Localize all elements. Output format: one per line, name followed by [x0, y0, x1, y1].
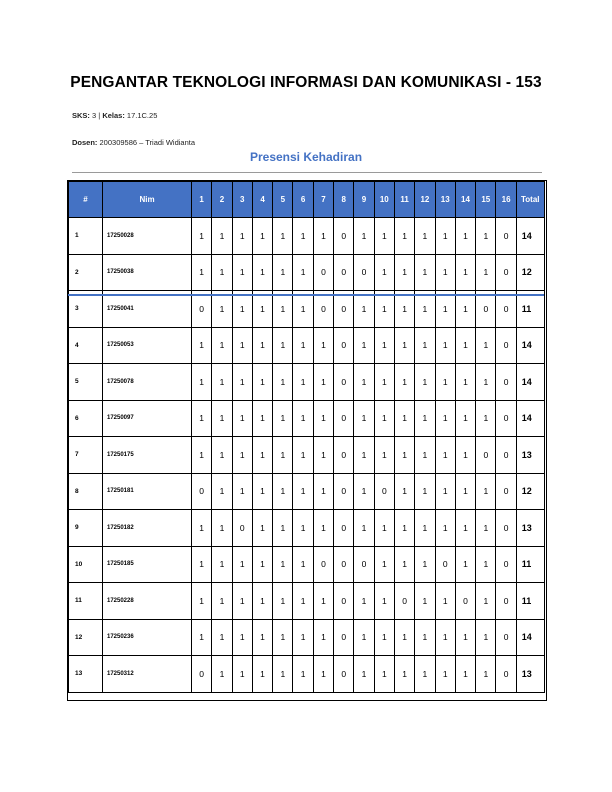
attendance-mark: 1: [293, 546, 313, 583]
row-number: 8: [69, 473, 103, 510]
attendance-mark: 1: [293, 473, 313, 510]
attendance-mark: 1: [252, 510, 272, 547]
attendance-mark: 0: [192, 473, 212, 510]
attendance-total: 14: [516, 327, 544, 364]
attendance-mark: 0: [496, 656, 516, 693]
attendance-mark: 0: [313, 546, 333, 583]
student-nim: 17250028: [103, 218, 192, 255]
attendance-mark: 0: [334, 583, 354, 620]
attendance-mark: 1: [455, 437, 475, 474]
attendance-mark: 0: [334, 400, 354, 437]
student-nim: 17250097: [103, 400, 192, 437]
column-header: 7: [313, 182, 333, 218]
lecturer-meta: [72, 138, 195, 147]
attendance-mark: 1: [415, 619, 435, 656]
attendance-mark: 1: [394, 218, 414, 255]
student-nim: 17250053: [103, 327, 192, 364]
attendance-mark: 1: [293, 218, 313, 255]
attendance-mark: 1: [252, 327, 272, 364]
attendance-mark: 1: [293, 619, 313, 656]
attendance-mark: 1: [394, 473, 414, 510]
attendance-mark: 1: [435, 291, 455, 328]
attendance-mark: 1: [354, 619, 374, 656]
attendance-total: 13: [516, 510, 544, 547]
attendance-mark: 1: [435, 218, 455, 255]
attendance-mark: 1: [374, 364, 394, 401]
page-break-rule: [68, 294, 544, 296]
attendance-mark: 1: [455, 254, 475, 291]
attendance-mark: 1: [293, 437, 313, 474]
column-header: 13: [435, 182, 455, 218]
column-header: 8: [334, 182, 354, 218]
attendance-total: 11: [516, 583, 544, 620]
attendance-total: 14: [516, 619, 544, 656]
attendance-mark: 1: [394, 364, 414, 401]
attendance-mark: 1: [212, 437, 232, 474]
attendance-mark: 1: [455, 364, 475, 401]
attendance-mark: 1: [374, 400, 394, 437]
attendance-mark: 1: [232, 254, 252, 291]
attendance-total: 12: [516, 473, 544, 510]
attendance-mark: 1: [273, 656, 293, 693]
attendance-mark: 1: [192, 619, 212, 656]
attendance-mark: 1: [374, 656, 394, 693]
attendance-mark: 1: [252, 473, 272, 510]
attendance-mark: 0: [334, 437, 354, 474]
attendance-mark: 1: [374, 291, 394, 328]
student-nim: 17250236: [103, 619, 192, 656]
attendance-mark: 1: [232, 473, 252, 510]
column-header: 2: [212, 182, 232, 218]
column-header: 5: [273, 182, 293, 218]
attendance-mark: 1: [374, 218, 394, 255]
attendance-mark: 1: [212, 619, 232, 656]
column-header: 14: [455, 182, 475, 218]
attendance-mark: 1: [476, 254, 496, 291]
attendance-mark: 1: [232, 546, 252, 583]
attendance-mark: 1: [273, 218, 293, 255]
row-number: 6: [69, 400, 103, 437]
attendance-mark: 1: [455, 291, 475, 328]
attendance-mark: 1: [415, 400, 435, 437]
attendance-mark: 1: [293, 291, 313, 328]
attendance-mark: 1: [374, 437, 394, 474]
table-row: [69, 400, 545, 437]
attendance-mark: 1: [435, 437, 455, 474]
column-header: 4: [252, 182, 272, 218]
row-number: 11: [69, 583, 103, 620]
table-row: [69, 510, 545, 547]
table-row: [69, 619, 545, 656]
attendance-mark: 1: [252, 254, 272, 291]
attendance-mark: 0: [394, 583, 414, 620]
attendance-mark: 1: [212, 656, 232, 693]
attendance-mark: 1: [293, 510, 313, 547]
attendance-mark: 0: [334, 656, 354, 693]
attendance-mark: 1: [415, 473, 435, 510]
attendance-mark: 0: [496, 364, 516, 401]
attendance-mark: 1: [313, 473, 333, 510]
column-header: 10: [374, 182, 394, 218]
attendance-mark: 1: [476, 327, 496, 364]
attendance-total: 14: [516, 400, 544, 437]
attendance-mark: 1: [435, 400, 455, 437]
divider: [72, 172, 542, 173]
attendance-mark: 0: [334, 510, 354, 547]
attendance-mark: 0: [334, 254, 354, 291]
attendance-mark: 0: [435, 546, 455, 583]
attendance-mark: 1: [435, 583, 455, 620]
attendance-mark: 1: [374, 546, 394, 583]
attendance-mark: 1: [252, 218, 272, 255]
attendance-mark: 0: [455, 583, 475, 620]
course-meta: [72, 111, 157, 120]
attendance-mark: 1: [415, 656, 435, 693]
table-row: [69, 218, 545, 255]
attendance-mark: 1: [394, 546, 414, 583]
attendance-mark: 1: [212, 473, 232, 510]
attendance-mark: 1: [313, 510, 333, 547]
attendance-mark: 1: [192, 546, 212, 583]
attendance-mark: 1: [273, 510, 293, 547]
document-title: PENGANTAR TEKNOLOGI INFORMASI DAN KOMUNIKASI - 153: [70, 74, 542, 91]
student-nim: 17250185: [103, 546, 192, 583]
attendance-mark: 1: [354, 510, 374, 547]
attendance-mark: 1: [232, 291, 252, 328]
attendance-mark: 1: [435, 510, 455, 547]
attendance-mark: 1: [415, 327, 435, 364]
attendance-mark: 1: [313, 583, 333, 620]
attendance-mark: 0: [192, 656, 212, 693]
attendance-mark: 1: [455, 400, 475, 437]
attendance-mark: 1: [293, 400, 313, 437]
attendance-mark: 1: [374, 619, 394, 656]
attendance-mark: 1: [313, 400, 333, 437]
attendance-mark: 1: [455, 510, 475, 547]
attendance-mark: 1: [212, 546, 232, 583]
row-number: 12: [69, 619, 103, 656]
attendance-mark: 1: [212, 400, 232, 437]
attendance-mark: 0: [334, 218, 354, 255]
attendance-total: 14: [516, 218, 544, 255]
attendance-mark: 1: [415, 364, 435, 401]
attendance-mark: 0: [496, 327, 516, 364]
attendance-mark: 1: [232, 656, 252, 693]
row-number: 13: [69, 656, 103, 693]
attendance-mark: 1: [212, 327, 232, 364]
column-header: 16: [496, 182, 516, 218]
attendance-mark: 1: [394, 254, 414, 291]
attendance-mark: 1: [354, 656, 374, 693]
attendance-mark: 0: [496, 218, 516, 255]
attendance-mark: 1: [212, 510, 232, 547]
table-header-row: [69, 182, 545, 218]
dosen-label: Dosen:: [72, 138, 98, 147]
attendance-mark: 1: [212, 218, 232, 255]
attendance-mark: 1: [313, 327, 333, 364]
table-row: [69, 656, 545, 693]
attendance-mark: 1: [354, 291, 374, 328]
attendance-mark: 0: [496, 619, 516, 656]
attendance-mark: 1: [354, 218, 374, 255]
attendance-mark: 1: [232, 364, 252, 401]
attendance-mark: 1: [293, 583, 313, 620]
attendance-mark: 1: [455, 619, 475, 656]
attendance-mark: 1: [476, 400, 496, 437]
attendance-mark: 1: [232, 218, 252, 255]
table-row: [69, 437, 545, 474]
attendance-mark: 1: [435, 619, 455, 656]
attendance-mark: 0: [334, 546, 354, 583]
attendance-mark: 1: [415, 583, 435, 620]
attendance-mark: 0: [192, 291, 212, 328]
attendance-mark: 0: [232, 510, 252, 547]
attendance-mark: 0: [334, 619, 354, 656]
attendance-mark: 1: [374, 254, 394, 291]
column-header: 9: [354, 182, 374, 218]
attendance-mark: 0: [334, 291, 354, 328]
attendance-mark: 1: [232, 583, 252, 620]
table-body: [69, 218, 545, 693]
attendance-mark: 1: [273, 437, 293, 474]
table-row: [69, 473, 545, 510]
row-number: 7: [69, 437, 103, 474]
attendance-mark: 1: [394, 437, 414, 474]
column-header: 15: [476, 182, 496, 218]
attendance-mark: 1: [394, 510, 414, 547]
attendance-mark: 0: [496, 583, 516, 620]
attendance-mark: 0: [354, 546, 374, 583]
attendance-mark: 1: [476, 364, 496, 401]
attendance-mark: 1: [313, 437, 333, 474]
attendance-mark: 1: [435, 327, 455, 364]
student-nim: 17250181: [103, 473, 192, 510]
attendance-mark: 1: [252, 583, 272, 620]
table-row: [69, 364, 545, 401]
kelas-label: Kelas:: [102, 111, 125, 120]
attendance-mark: 1: [394, 656, 414, 693]
attendance-mark: 1: [192, 583, 212, 620]
attendance-mark: 1: [415, 510, 435, 547]
attendance-mark: 1: [212, 583, 232, 620]
attendance-mark: 1: [415, 291, 435, 328]
attendance-mark: 1: [192, 254, 212, 291]
attendance-mark: 0: [496, 291, 516, 328]
student-nim: 17250038: [103, 254, 192, 291]
attendance-mark: 1: [313, 364, 333, 401]
student-nim: 17250041: [103, 291, 192, 328]
attendance-mark: 1: [252, 400, 272, 437]
attendance-mark: 1: [455, 218, 475, 255]
attendance-mark: 1: [293, 254, 313, 291]
attendance-mark: 0: [334, 473, 354, 510]
attendance-mark: 1: [273, 546, 293, 583]
attendance-mark: 0: [334, 327, 354, 364]
column-header: Nim: [103, 182, 192, 218]
attendance-mark: 1: [232, 437, 252, 474]
student-nim: 17250182: [103, 510, 192, 547]
column-header: 11: [394, 182, 414, 218]
attendance-mark: 1: [354, 364, 374, 401]
attendance-mark: 1: [476, 218, 496, 255]
attendance-mark: 1: [273, 364, 293, 401]
column-header: 6: [293, 182, 313, 218]
attendance-mark: 0: [496, 400, 516, 437]
attendance-total: 11: [516, 291, 544, 328]
attendance-table: [68, 181, 545, 693]
attendance-mark: 1: [354, 473, 374, 510]
attendance-mark: 1: [273, 291, 293, 328]
attendance-mark: 1: [435, 364, 455, 401]
attendance-mark: 1: [455, 546, 475, 583]
attendance-mark: 1: [415, 218, 435, 255]
column-header: 12: [415, 182, 435, 218]
attendance-mark: 1: [354, 400, 374, 437]
student-nim: 17250175: [103, 437, 192, 474]
attendance-mark: 1: [476, 583, 496, 620]
row-number: 1: [69, 218, 103, 255]
attendance-mark: 1: [273, 473, 293, 510]
attendance-mark: 1: [192, 364, 212, 401]
attendance-mark: 1: [476, 656, 496, 693]
column-header: 1: [192, 182, 212, 218]
sks-label: SKS:: [72, 111, 90, 120]
attendance-total: 11: [516, 546, 544, 583]
attendance-mark: 1: [476, 619, 496, 656]
attendance-mark: 1: [192, 327, 212, 364]
attendance-mark: 1: [394, 619, 414, 656]
student-nim: 17250228: [103, 583, 192, 620]
attendance-mark: 1: [415, 437, 435, 474]
attendance-mark: 1: [313, 619, 333, 656]
row-number: 3: [69, 291, 103, 328]
attendance-mark: 1: [313, 218, 333, 255]
attendance-mark: 1: [415, 546, 435, 583]
attendance-mark: 1: [435, 473, 455, 510]
student-nim: 17250078: [103, 364, 192, 401]
attendance-mark: 1: [192, 510, 212, 547]
attendance-mark: 1: [212, 291, 232, 328]
attendance-mark: 1: [435, 254, 455, 291]
attendance-mark: 1: [192, 218, 212, 255]
table-row: [69, 254, 545, 291]
attendance-mark: 1: [293, 327, 313, 364]
attendance-mark: 1: [252, 437, 272, 474]
attendance-mark: 0: [496, 473, 516, 510]
student-nim: 17250312: [103, 656, 192, 693]
attendance-mark: 0: [374, 473, 394, 510]
attendance-mark: 1: [293, 656, 313, 693]
attendance-mark: 0: [313, 291, 333, 328]
attendance-mark: 1: [212, 364, 232, 401]
dosen-value: 200309586 – Triadi Widianta: [99, 138, 195, 147]
attendance-mark: 1: [252, 619, 272, 656]
attendance-mark: 1: [273, 619, 293, 656]
attendance-mark: 1: [232, 400, 252, 437]
attendance-total: 14: [516, 364, 544, 401]
attendance-mark: 1: [232, 327, 252, 364]
attendance-mark: 1: [192, 400, 212, 437]
attendance-mark: 1: [455, 656, 475, 693]
attendance-mark: 1: [394, 327, 414, 364]
attendance-mark: 1: [476, 473, 496, 510]
attendance-mark: 1: [435, 656, 455, 693]
sks-value: 3 |: [92, 111, 101, 120]
attendance-mark: 0: [334, 364, 354, 401]
row-number: 5: [69, 364, 103, 401]
attendance-mark: 1: [273, 400, 293, 437]
row-number: 2: [69, 254, 103, 291]
section-title: Presensi Kehadiran: [249, 150, 363, 164]
attendance-mark: 1: [354, 327, 374, 364]
attendance-mark: 1: [192, 437, 212, 474]
kelas-value: 17.1C.25: [126, 111, 158, 120]
table-row: [69, 327, 545, 364]
attendance-mark: 1: [273, 583, 293, 620]
attendance-mark: 1: [252, 546, 272, 583]
attendance-mark: 0: [476, 437, 496, 474]
table-row: [69, 583, 545, 620]
attendance-mark: 1: [252, 656, 272, 693]
attendance-mark: 0: [496, 546, 516, 583]
attendance-mark: 0: [496, 510, 516, 547]
attendance-mark: 1: [455, 473, 475, 510]
attendance-mark: 1: [374, 583, 394, 620]
column-header: 3: [232, 182, 252, 218]
attendance-mark: 0: [313, 254, 333, 291]
attendance-mark: 0: [496, 254, 516, 291]
attendance-mark: 1: [455, 327, 475, 364]
attendance-mark: 1: [212, 254, 232, 291]
attendance-total: 13: [516, 656, 544, 693]
attendance-mark: 1: [313, 656, 333, 693]
attendance-mark: 0: [354, 254, 374, 291]
attendance-mark: 1: [394, 400, 414, 437]
attendance-mark: 1: [476, 546, 496, 583]
table-row: [69, 546, 545, 583]
attendance-mark: 0: [476, 291, 496, 328]
column-header: Total: [516, 182, 544, 218]
attendance-mark: 1: [394, 291, 414, 328]
attendance-mark: 1: [252, 291, 272, 328]
row-number: 4: [69, 327, 103, 364]
attendance-mark: 1: [232, 619, 252, 656]
attendance-mark: 1: [374, 510, 394, 547]
attendance-mark: 1: [354, 583, 374, 620]
attendance-mark: 1: [415, 254, 435, 291]
attendance-mark: 1: [273, 327, 293, 364]
attendance-mark: 1: [354, 437, 374, 474]
attendance-mark: 1: [374, 327, 394, 364]
attendance-total: 13: [516, 437, 544, 474]
attendance-mark: 1: [293, 364, 313, 401]
attendance-total: 12: [516, 254, 544, 291]
row-number: 10: [69, 546, 103, 583]
attendance-mark: 0: [496, 437, 516, 474]
column-header: #: [69, 182, 103, 218]
row-number: 9: [69, 510, 103, 547]
attendance-mark: 1: [252, 364, 272, 401]
attendance-mark: 1: [273, 254, 293, 291]
attendance-mark: 1: [476, 510, 496, 547]
